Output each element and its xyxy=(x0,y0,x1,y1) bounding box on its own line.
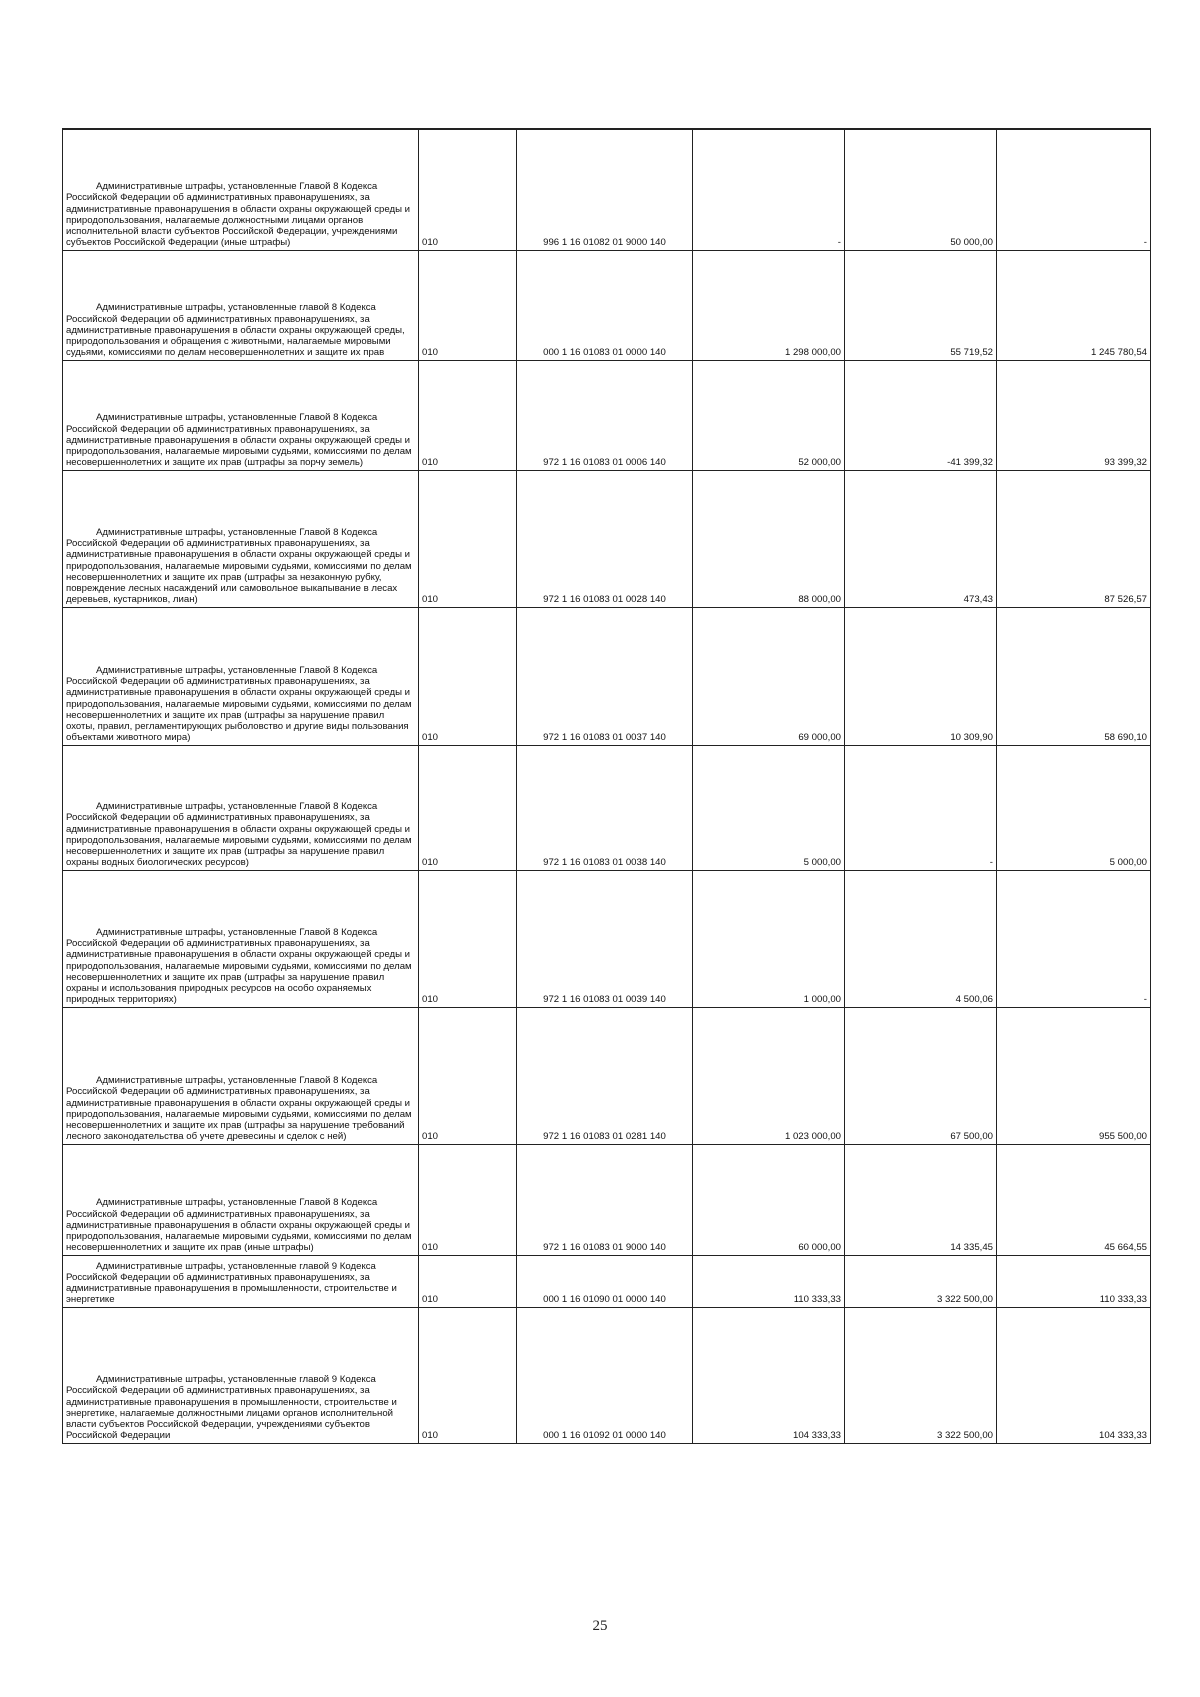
table-row xyxy=(63,250,1151,360)
row-approved-amount: 110 333,33 xyxy=(693,1255,845,1307)
row-budget-code: 972 1 16 01083 01 0281 140 xyxy=(517,1007,693,1144)
row-approved-amount: 1 023 000,00 xyxy=(693,1007,845,1144)
row-executed-amount: 67 500,00 xyxy=(845,1007,997,1144)
row-unexecuted-amount: 93 399,32 xyxy=(997,360,1151,470)
row-unexecuted-amount: - xyxy=(997,870,1151,1007)
revenue-table-body xyxy=(63,129,1151,1443)
table-row xyxy=(63,1007,1151,1144)
row-description: Административные штрафы, установленные Главой 8 Кодекса Российской Федерации об административных правонарушениях, за административные правонарушения в области охраны окружающей среды и природопользования, налагаемые должностными лицами органов исполнительной власти субъектов Российской Федерации, учреждениями субъектов Российской Федерации (иные штрафы) xyxy=(63,129,419,250)
row-description: Административные штрафы, установленные главой 9 Кодекса Российской Федерации об административных правонарушениях, за административные правонарушения в промышленности, строительстве и энергетике xyxy=(63,1255,419,1307)
row-budget-code: 972 1 16 01083 01 0006 140 xyxy=(517,360,693,470)
row-unexecuted-amount: 45 664,55 xyxy=(997,1144,1151,1255)
row-line-code: 010 xyxy=(419,1307,517,1443)
table-row xyxy=(63,1255,1151,1307)
row-executed-amount: - xyxy=(845,745,997,870)
row-line-code: 010 xyxy=(419,129,517,250)
row-approved-amount: 60 000,00 xyxy=(693,1144,845,1255)
row-unexecuted-amount: 58 690,10 xyxy=(997,607,1151,745)
row-executed-amount: 10 309,90 xyxy=(845,607,997,745)
page-number: 25 xyxy=(592,1618,608,1634)
row-budget-code: 000 1 16 01083 01 0000 140 xyxy=(517,250,693,360)
row-executed-amount: 55 719,52 xyxy=(845,250,997,360)
row-unexecuted-amount: - xyxy=(997,129,1151,250)
row-unexecuted-amount: 110 333,33 xyxy=(997,1255,1151,1307)
row-executed-amount: 50 000,00 xyxy=(845,129,997,250)
row-approved-amount: 69 000,00 xyxy=(693,607,845,745)
row-executed-amount: 473,43 xyxy=(845,470,997,607)
row-budget-code: 972 1 16 01083 01 0028 140 xyxy=(517,470,693,607)
row-unexecuted-amount: 1 245 780,54 xyxy=(997,250,1151,360)
row-description: Административные штрафы, установленные главой 9 Кодекса Российской Федерации об административных правонарушениях, за административные правонарушения в промышленности, строительстве и энергетике, налагаемые должностными лицами органов исполнительной власти субъектов Российской Федерации, учреждениями субъектов Российской Федерации xyxy=(63,1307,419,1443)
row-approved-amount: 104 333,33 xyxy=(693,1307,845,1443)
row-budget-code: 996 1 16 01082 01 9000 140 xyxy=(517,129,693,250)
table-row xyxy=(63,745,1151,870)
row-description: Административные штрафы, установленные Главой 8 Кодекса Российской Федерации об административных правонарушениях, за административные правонарушения в области охраны окружающей среды и природопользования, налагаемые мировыми судьями, комиссиями по делам несовершеннолетних и защите их прав (иные штрафы) xyxy=(63,1144,419,1255)
row-line-code: 010 xyxy=(419,1144,517,1255)
row-approved-amount: 1 000,00 xyxy=(693,870,845,1007)
revenue-table xyxy=(62,128,1151,1444)
row-approved-amount: - xyxy=(693,129,845,250)
row-description: Административные штрафы, установленные Главой 8 Кодекса Российской Федерации об административных правонарушениях, за административные правонарушения в области охраны окружающей среды и природопользования, налагаемые мировыми судьями, комиссиями по делам несовершеннолетних и защите их прав (штрафы за нарушение требований лесного законодательства об учете древесины и сделок с ней) xyxy=(63,1007,419,1144)
row-description: Административные штрафы, установленные главой 8 Кодекса Российской Федерации об административных правонарушениях, за административные правонарушения в области охраны окружающей среды, природопользования и обращения с животными, налагаемые мировыми судьями, комиссиями по делам несовершеннолетних и защите их прав xyxy=(63,250,419,360)
row-budget-code: 972 1 16 01083 01 9000 140 xyxy=(517,1144,693,1255)
row-description: Административные штрафы, установленные Главой 8 Кодекса Российской Федерации об административных правонарушениях, за административные правонарушения в области охраны окружающей среды и природопользования, налагаемые мировыми судьями, комиссиями по делам несовершеннолетних и защите их прав (штрафы за незаконную рубку, повреждение лесных насаждений или самовольное выкапывание в лесах деревьев, кустарников, лиан) xyxy=(63,470,419,607)
row-description: Административные штрафы, установленные Главой 8 Кодекса Российской Федерации об административных правонарушениях, за административные правонарушения в области охраны окружающей среды и природопользования, налагаемые мировыми судьями, комиссиями по делам несовершеннолетних и защите их прав (штрафы за порчу земель) xyxy=(63,360,419,470)
row-budget-code: 972 1 16 01083 01 0039 140 xyxy=(517,870,693,1007)
row-unexecuted-amount: 5 000,00 xyxy=(997,745,1151,870)
table-row xyxy=(63,870,1151,1007)
row-description: Административные штрафы, установленные Главой 8 Кодекса Российской Федерации об административных правонарушениях, за административные правонарушения в области охраны окружающей среды и природопользования, налагаемые мировыми судьями, комиссиями по делам несовершеннолетних и защите их прав (штрафы за нарушение правил охраны водных биологических ресурсов) xyxy=(63,745,419,870)
row-executed-amount: 3 322 500,00 xyxy=(845,1307,997,1443)
row-executed-amount: 14 335,45 xyxy=(845,1144,997,1255)
table-row xyxy=(63,129,1151,250)
row-line-code: 010 xyxy=(419,360,517,470)
row-executed-amount: -41 399,32 xyxy=(845,360,997,470)
table-row xyxy=(63,607,1151,745)
row-budget-code: 972 1 16 01083 01 0037 140 xyxy=(517,607,693,745)
table-row xyxy=(63,360,1151,470)
row-approved-amount: 52 000,00 xyxy=(693,360,845,470)
report-sheet xyxy=(62,128,1150,1444)
row-executed-amount: 3 322 500,00 xyxy=(845,1255,997,1307)
row-approved-amount: 1 298 000,00 xyxy=(693,250,845,360)
row-budget-code: 000 1 16 01092 01 0000 140 xyxy=(517,1307,693,1443)
row-line-code: 010 xyxy=(419,745,517,870)
row-unexecuted-amount: 104 333,33 xyxy=(997,1307,1151,1443)
row-approved-amount: 88 000,00 xyxy=(693,470,845,607)
row-description: Административные штрафы, установленные Главой 8 Кодекса Российской Федерации об административных правонарушениях, за административные правонарушения в области охраны окружающей среды и природопользования, налагаемые мировыми судьями, комиссиями по делам несовершеннолетних и защите их прав (штрафы за нарушение правил охраны и использования природных ресурсов на особо охраняемых природных территориях) xyxy=(63,870,419,1007)
row-unexecuted-amount: 955 500,00 xyxy=(997,1007,1151,1144)
row-description: Административные штрафы, установленные Главой 8 Кодекса Российской Федерации об административных правонарушениях, за административные правонарушения в области охраны окружающей среды и природопользования, налагаемые мировыми судьями, комиссиями по делам несовершеннолетних и защите их прав (штрафы за нарушение правил охоты, правил, регламентирующих рыболовство и другие виды пользования объектами животного мира) xyxy=(63,607,419,745)
row-approved-amount: 5 000,00 xyxy=(693,745,845,870)
row-line-code: 010 xyxy=(419,607,517,745)
row-unexecuted-amount: 87 526,57 xyxy=(997,470,1151,607)
row-line-code: 010 xyxy=(419,870,517,1007)
table-row xyxy=(63,1307,1151,1443)
row-budget-code: 000 1 16 01090 01 0000 140 xyxy=(517,1255,693,1307)
table-row xyxy=(63,1144,1151,1255)
row-line-code: 010 xyxy=(419,1007,517,1144)
table-row xyxy=(63,470,1151,607)
row-executed-amount: 4 500,06 xyxy=(845,870,997,1007)
row-line-code: 010 xyxy=(419,250,517,360)
row-budget-code: 972 1 16 01083 01 0038 140 xyxy=(517,745,693,870)
row-line-code: 010 xyxy=(419,470,517,607)
row-line-code: 010 xyxy=(419,1255,517,1307)
